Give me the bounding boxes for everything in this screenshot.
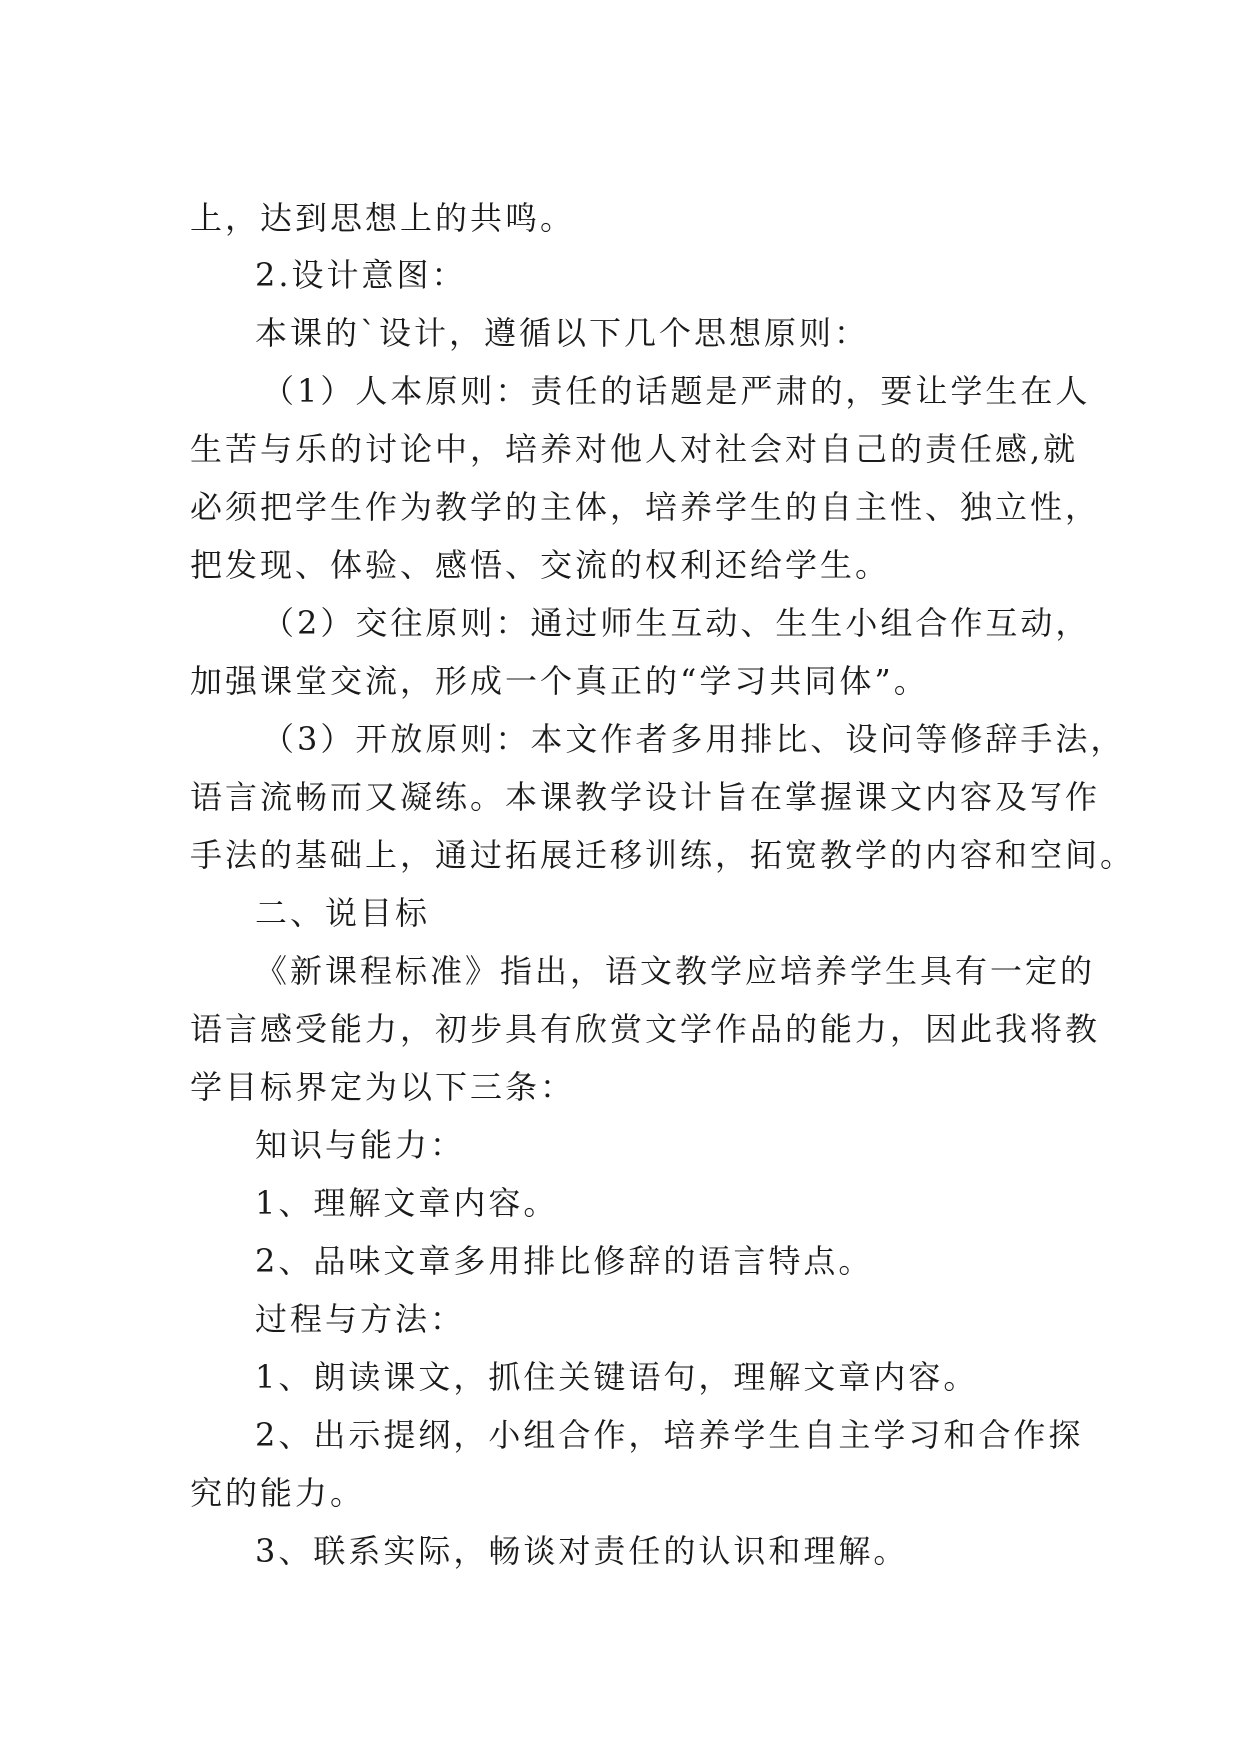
subheading: 知识与能力： (255, 1126, 466, 1164)
list-item-continuation: 究的能力。 (190, 1474, 366, 1512)
text-line: 语言流畅而又凝练。本课教学设计旨在掌握课文内容及写作 (190, 778, 1101, 816)
text-line: 生苦与乐的讨论中，培养对他人对社会对自己的责任感,就 (190, 430, 1079, 468)
list-item: 3、联系实际，畅谈对责任的认识和理解。 (255, 1532, 909, 1570)
text-line: 手法的基础上，通过拓展迁移训练，拓宽教学的内容和空间。 (190, 836, 1136, 874)
list-item: 2、出示提纲，小组合作，培养学生自主学习和合作探 (255, 1416, 1084, 1454)
text-line: 把发现、体验、感悟、交流的权利还给学生。 (190, 546, 891, 584)
section-heading: 2.设计意图： (255, 256, 467, 294)
text-line: 学目标界定为以下三条： (190, 1068, 576, 1106)
text-line: 本课的`设计，遵循以下几个思想原则： (255, 314, 870, 352)
list-item: 1、朗读课文，抓住关键语句，理解文章内容。 (255, 1358, 979, 1396)
list-item: 2、品味文章多用排比修辞的语言特点。 (255, 1242, 874, 1280)
text-line: （2）交往原则：通过师生互动、生生小组合作互动， (262, 604, 1091, 642)
text-line: 语言感受能力，初步具有欣赏文学作品的能力，因此我将教 (190, 1010, 1101, 1048)
text-line: （3）开放原则：本文作者多用排比、设问等修辞手法， (262, 720, 1126, 758)
text-line: （1）人本原则：责任的话题是严肃的，要让学生在人 (262, 372, 1091, 410)
list-item: 1、理解文章内容。 (255, 1184, 559, 1222)
section-heading: 二、说目标 (255, 894, 431, 932)
text-line: 加强课堂交流，形成一个真正的“学习共同体”。 (190, 662, 929, 700)
subheading: 过程与方法： (255, 1300, 466, 1338)
text-line: 上，达到思想上的共鸣。 (190, 199, 576, 237)
text-line: 必须把学生作为教学的主体，培养学生的自主性、独立性， (190, 488, 1101, 526)
text-line: 《新课程标准》指出，语文教学应培养学生具有一定的 (255, 952, 1096, 990)
